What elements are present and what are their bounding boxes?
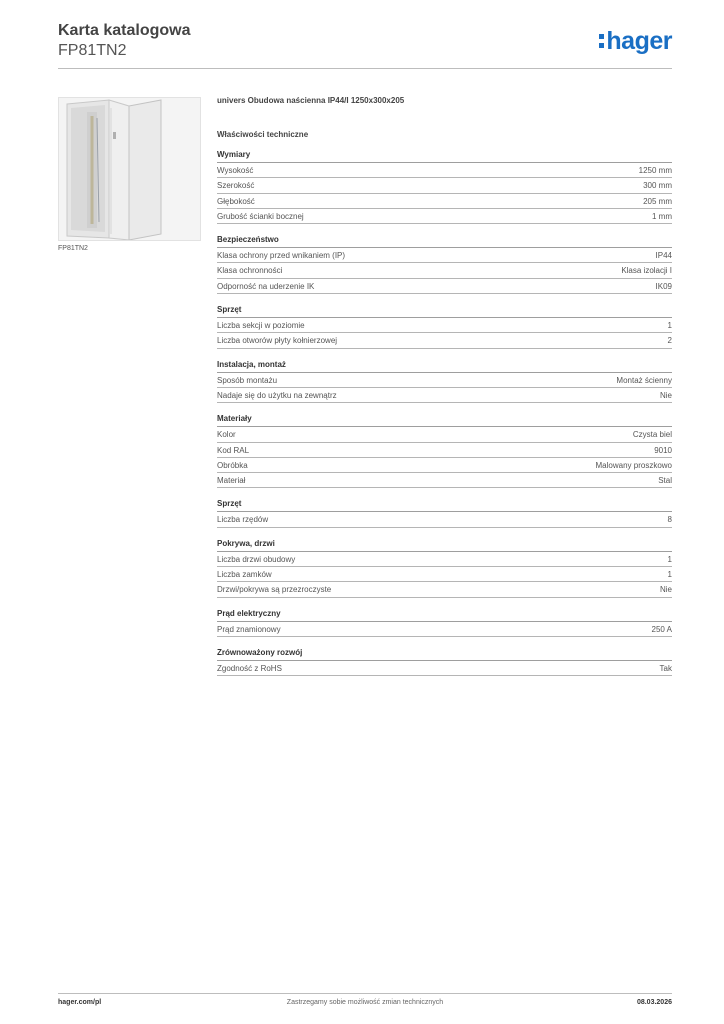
spec-value: Nie	[659, 585, 672, 595]
spec-sections	[217, 150, 672, 676]
spec-label: Szerokość	[217, 181, 255, 191]
section-title: Instalacja, montaż	[217, 360, 672, 373]
spec-label: Liczba sekcji w poziomie	[217, 321, 305, 331]
product-image	[58, 97, 201, 241]
spec-row	[217, 661, 672, 676]
spec-label: Nadaje się do użytku na zewnątrz	[217, 390, 337, 400]
spec-label: Odporność na uderzenie IK	[217, 281, 315, 291]
spec-label: Materiał	[217, 476, 246, 486]
spec-row	[217, 248, 672, 263]
spec-label: Klasa ochronności	[217, 266, 283, 276]
enclosure-illustration	[59, 98, 201, 241]
spec-section	[217, 499, 672, 527]
section-title: Bezpieczeństwo	[217, 235, 672, 248]
spec-row	[217, 512, 672, 527]
product-name: univers Obudowa naścienna IP44/I 1250x300x205	[217, 96, 405, 105]
spec-value: Tak	[659, 663, 672, 673]
spec-row	[217, 427, 672, 442]
spec-label: Sposób montażu	[217, 375, 278, 385]
spec-value: 1 mm	[652, 211, 672, 221]
spec-label: Liczba drzwi obudowy	[217, 554, 296, 564]
section-title: Zrównoważony rozwój	[217, 648, 672, 661]
logo-dots-icon	[599, 34, 604, 48]
spec-label: Prąd znamionowy	[217, 624, 281, 634]
spec-section	[217, 235, 672, 294]
spec-value: 1	[667, 321, 672, 331]
spec-label: Kod RAL	[217, 445, 250, 455]
spec-value: 1	[667, 554, 672, 564]
spec-section	[217, 360, 672, 404]
spec-row	[217, 373, 672, 388]
spec-value: Malowany proszkowo	[595, 460, 672, 470]
spec-row	[217, 443, 672, 458]
spec-section	[217, 609, 672, 637]
spec-label: Kolor	[217, 430, 236, 440]
spec-row	[217, 163, 672, 178]
spec-value: Stal	[658, 476, 672, 486]
section-title: Materiały	[217, 414, 672, 427]
spec-value: 8	[667, 515, 672, 525]
spec-value: Montaż ścienny	[616, 375, 672, 385]
document-title: Karta katalogowa	[58, 22, 191, 39]
spec-row	[217, 458, 672, 473]
spec-row	[217, 333, 672, 348]
footer-website: hager.com/pl	[58, 999, 102, 1006]
spec-value: IP44	[655, 251, 672, 261]
spec-label: Liczba rzędów	[217, 515, 269, 525]
properties-title: Właściwości techniczne	[217, 130, 309, 139]
spec-row	[217, 567, 672, 582]
spec-label: Drzwi/pokrywa są przezroczyste	[217, 585, 332, 595]
spec-value: 205 mm	[643, 196, 672, 206]
image-caption: FP81TN2	[58, 245, 88, 252]
footer-divider	[58, 993, 672, 994]
spec-value: Klasa izolacji I	[621, 266, 672, 276]
spec-label: Liczba otworów płyty kołnierzowej	[217, 336, 338, 346]
spec-row	[217, 194, 672, 209]
section-title: Prąd elektryczny	[217, 609, 672, 622]
spec-section	[217, 539, 672, 598]
spec-row	[217, 622, 672, 637]
spec-value: 300 mm	[643, 181, 672, 191]
spec-label: Głębokość	[217, 196, 255, 206]
section-title: Sprzęt	[217, 305, 672, 318]
footer-disclaimer: Zastrzegamy sobie możliwość zmian technicznych	[286, 999, 444, 1006]
spec-row	[217, 263, 672, 278]
spec-row	[217, 473, 672, 488]
footer-date: 08.03.2026	[636, 999, 672, 1006]
spec-row	[217, 388, 672, 403]
logo-text: hager	[606, 27, 672, 55]
header-divider	[58, 68, 672, 69]
spec-label: Klasa ochrony przed wnikaniem (IP)	[217, 251, 346, 261]
spec-value: Czysta biel	[632, 430, 672, 440]
spec-label: Liczba zamków	[217, 570, 272, 580]
spec-section	[217, 150, 672, 224]
spec-value: 9010	[654, 445, 672, 455]
spec-value: Nie	[659, 390, 672, 400]
spec-row	[217, 178, 672, 193]
section-title: Sprzęt	[217, 499, 672, 512]
spec-row	[217, 209, 672, 224]
spec-label: Obróbka	[217, 460, 248, 470]
page-header	[58, 22, 672, 68]
product-code: FP81TN2	[58, 42, 127, 59]
spec-row	[217, 279, 672, 294]
spec-value: 1250 mm	[638, 166, 672, 175]
spec-section	[217, 305, 672, 349]
spec-section	[217, 414, 672, 488]
spec-section	[217, 648, 672, 676]
spec-label: Grubość ścianki bocznej	[217, 211, 304, 221]
spec-value: 1	[667, 570, 672, 580]
section-title: Wymiary	[217, 150, 672, 163]
spec-value: 2	[667, 336, 672, 346]
spec-row	[217, 582, 672, 597]
spec-label: Zgodność z RoHS	[217, 663, 282, 673]
spec-value: 250 A	[651, 624, 672, 634]
spec-row	[217, 552, 672, 567]
spec-label: Wysokość	[217, 166, 254, 175]
hager-logo	[599, 28, 672, 54]
spec-content	[217, 96, 672, 676]
spec-row	[217, 318, 672, 333]
section-title: Pokrywa, drzwi	[217, 539, 672, 552]
spec-value: IK09	[655, 281, 672, 291]
